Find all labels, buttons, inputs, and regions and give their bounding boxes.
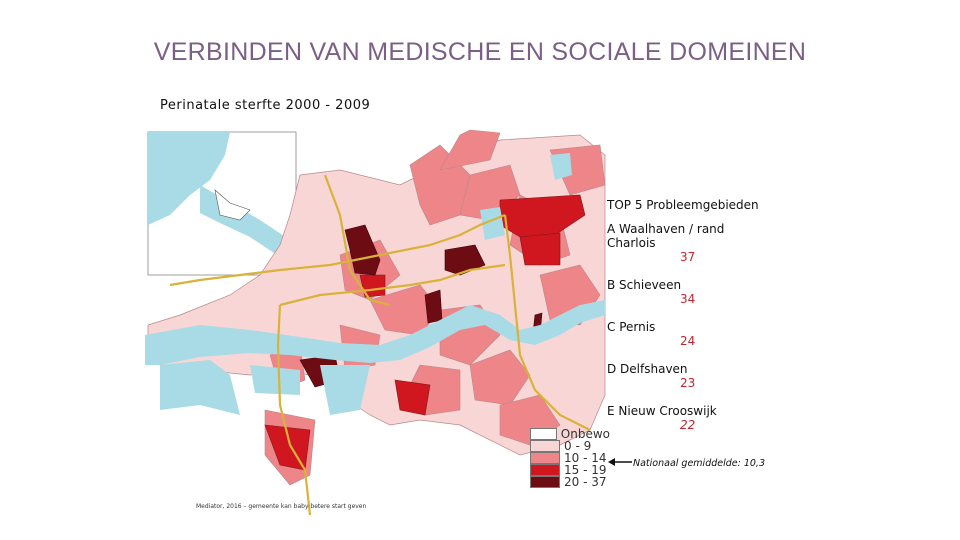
- top5-item-c-value: 24: [680, 334, 696, 348]
- top5-item-d-name: D Delfshaven: [607, 362, 688, 376]
- top5-item-b-name: B Schieveen: [607, 278, 682, 292]
- top5-item-b-value: 34: [680, 292, 696, 306]
- national-average-note: Nationaal gemiddelde: 10,3: [633, 458, 765, 469]
- legend-label: 20 - 37: [564, 475, 607, 489]
- top5-item-c-name: C Pernis: [607, 320, 656, 334]
- legend-swatch: [530, 476, 560, 488]
- source-note: Mediator, 2016 – gemeente kan baby betere start geven: [196, 503, 367, 510]
- top5-item-a-value: 37: [680, 250, 696, 264]
- top5-heading: TOP 5 Probleemgebieden: [607, 198, 759, 212]
- legend-label: 10 - 14: [564, 451, 607, 465]
- top5-item-e-name: E Nieuw Crooswijk: [607, 404, 717, 418]
- legend-label: Onbewo: [560, 427, 610, 441]
- inset-map: [148, 132, 296, 275]
- top5-item-e-value: 22: [680, 418, 696, 432]
- legend-swatch: [530, 452, 560, 464]
- map-legend: [530, 428, 610, 488]
- slide-title: VERBINDEN VAN MEDISCHE EN SOCIALE DOMEINEN: [153, 38, 807, 66]
- arrow-left-icon: [608, 457, 632, 467]
- legend-swatch: [530, 440, 560, 452]
- map-subtitle: Perinatale sterfte 2000 - 2009: [160, 98, 371, 113]
- top5-panel: [607, 198, 767, 446]
- top5-item-d-value: 23: [680, 376, 696, 390]
- legend-label: 15 - 19: [564, 463, 607, 477]
- legend-swatch: [530, 464, 560, 476]
- top5-item-a-name: A Waalhaven / rand Charlois: [607, 222, 725, 250]
- legend-swatch: [530, 428, 557, 440]
- legend-label: 0 - 9: [564, 439, 592, 453]
- legend-row: [530, 476, 610, 488]
